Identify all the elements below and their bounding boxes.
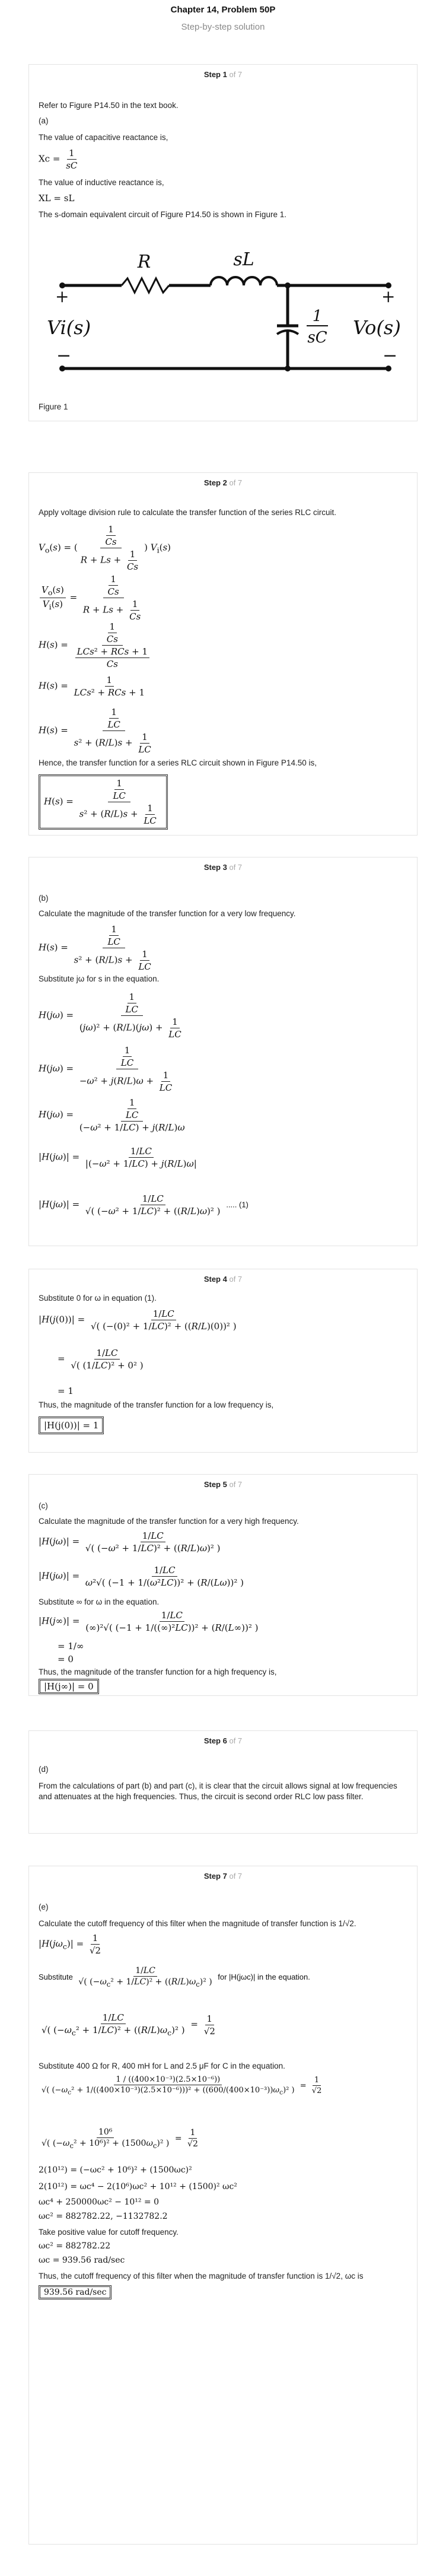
equation: $\frac{V_o(s)}{V_i(s)}$ = $\frac{1}{Cs}$ R + Ls + $\frac{1}{Cs}$ — [39, 574, 146, 622]
step-text: Thus, the magnitude of the transfer function for a high frequency is, — [39, 1667, 277, 1676]
equation: ωc⁴ + 250000ωc² − 10¹² = 0 — [39, 2197, 160, 2207]
step-text: (d) — [39, 1765, 49, 1774]
equation: H(s) = $\frac{1}{Cs}$ LCs² + RCs + 1 Cs — [39, 621, 154, 669]
equation: = 0 — [58, 1654, 74, 1665]
boxed-result: H(s) = $\frac{1}{LC}$ s² + (R/L)s + $\frac{1}{LC}$ — [39, 774, 168, 830]
figure-caption: Figure 1 — [39, 402, 68, 411]
equation: H(jω) = $\frac{1}{LC}$ −ω² + j(R/L)ω + $\frac{1}{LC}$ — [39, 1045, 173, 1093]
equation: ωc² = 882782.22, −1132782.2 — [39, 2212, 168, 2221]
step-text: (c) — [39, 1501, 48, 1510]
step-text: The value of inductive reactance is, — [39, 178, 164, 187]
equation: |H(jω)| = $\frac{1/LC}{\text{|(−ω² + 1/LC) + j(R/L)ω|}}$ — [39, 1146, 197, 1169]
minus-sign: − — [383, 345, 398, 366]
step-text: Refer to Figure P14.50 in the text book. — [39, 101, 179, 110]
page-title: Chapter 14, Problem 50P — [170, 5, 276, 15]
step-text: The s-domain equivalent circuit of Figure P14.50 is shown in Figure 1. — [39, 210, 286, 219]
step-text: Apply voltage division rule to calculate the transfer function of the series RLC circuit. — [39, 508, 336, 517]
page-subtitle: Step-by-step solution — [181, 22, 265, 32]
equation: |H(j∞)| = $\frac{1/LC}{\text{(∞)²√( (−1 + 1/((∞)²LC))² + (R/(L∞))² )}}$ — [39, 1610, 259, 1633]
cap-num: 1 — [312, 307, 323, 325]
step-card-2 — [28, 472, 418, 836]
equation: $|H(j\omega_c)|$ = $\frac{1}{√2}$ — [39, 1933, 101, 1956]
equation: = 1 — [58, 1386, 74, 1396]
step-header: Step 6 of 7 — [203, 1736, 243, 1745]
boxed-result: |H(j∞)| = 0 — [39, 1679, 99, 1694]
step-text: (b) — [39, 894, 49, 903]
step-text: Substitute 0 for ω in equation (1). — [39, 1294, 157, 1303]
equation: |H(jω)| = $\frac{1/LC}{\text{√( (−ω² + 1/LC)² + ((R/L)ω)² )}}$ ..... (1) — [39, 1193, 249, 1216]
equation: ωc = 939.56 rad/sec — [39, 2256, 125, 2265]
resistor-label: R — [137, 252, 151, 272]
step-text: (a) — [39, 116, 49, 125]
cap-den: sC — [307, 329, 327, 347]
inductor-label: sL — [233, 249, 254, 270]
equation: = $\frac{1/LC}{\text{√( (1/LC)² + 0² )}}$ — [58, 1348, 144, 1371]
circuit-diagram — [39, 226, 406, 392]
equation: |H(jω)| = $\frac{1/LC}{\text{√( (−ω² + 1/LC)² + ((R/L)ω)² )}}$ — [39, 1530, 221, 1554]
step-header: Step 4 of 7 — [203, 1275, 243, 1284]
step-text: Thus, the cutoff frequency of this filter when the magnitude of transfer function is 1/√2, ωc is — [39, 2272, 364, 2280]
step-text: Substitute ∞ for ω in the equation. — [39, 1597, 160, 1606]
minus-sign: − — [56, 345, 72, 366]
equation: Xc = $\frac{1}{sC}$ — [39, 148, 78, 171]
step-text: Thus, the magnitude of the transfer function for a low frequency is, — [39, 1400, 274, 1409]
equation: H(s) = $\frac{1}{LC}$ s² + (R/L)s + $\frac{1}{LC}$ — [39, 924, 151, 972]
equation: $\frac{1/LC}{√( (-\omega_c^2 + 1/LC)^2 + ((R/L)\omega_c)^2 )}$ = $\frac{1}{√2}$ — [42, 2012, 215, 2037]
plus-sign: + — [381, 287, 396, 306]
equation: H(jω) = $\frac{1}{LC}$ (jω)² + (R/L)(jω) + $\frac{1}{LC}$ — [39, 992, 181, 1040]
equation: Substitute $\frac{1/LC}{√( (-\omega_c^2 + 1/LC)^2 + ((R/L)\omega_c)^2 )}$ for |H(jωc)| in the equation. — [39, 1966, 310, 1989]
vout-label: Vo(s) — [353, 316, 401, 339]
equation: |H(jω)| = $\frac{1/LC}{\text{ω²√( (−1 + 1/(ω²LC))² + (R/(Lω))² )}}$ — [39, 1565, 244, 1588]
step-text: Substitute jω for s in the equation. — [39, 974, 160, 983]
equation: 2(10¹²) = (−ωc² + 10⁶)² + (1500ωc)² — [39, 2165, 192, 2175]
step-header: Step 2 of 7 — [203, 478, 243, 487]
equation: 2(10¹²) = ωc⁴ − 2(10⁶)ωc² + 10¹² + (1500)² ωc² — [39, 2182, 237, 2191]
step-card-7 — [28, 1866, 418, 2545]
equation: $V_o(s)$ = ( $\frac{1}{Cs}$ R + Ls + $\frac{1}{Cs}$ ) $V_i(s)$ — [39, 524, 171, 572]
step-card-1 — [28, 64, 418, 421]
equation: $\frac{\text{10⁶}}{√( (-\omega_c^2 + 10^6)^2 + (1500\omega_c)^2 )}$ = $\frac{1}{√2}$ — [42, 2127, 198, 2150]
step-text: From the calculations of part (b) and part (c), it is clear that the circuit allows signal at low frequencies and attenuates at the high frequencies. Thus, the circuit is second order RLC low pass filter. — [39, 1781, 397, 1801]
vin-label: Vi(s) — [47, 316, 91, 339]
step-card-3 — [28, 857, 418, 1246]
step-header: Step 7 of 7 — [203, 1872, 243, 1881]
boxed-result: |H(j(0))| = 1 — [39, 1416, 104, 1434]
step-text: Take positive value for cutoff frequency. — [39, 2228, 179, 2237]
step-card-6 — [28, 1730, 418, 1834]
step-text: (e) — [39, 1902, 49, 1911]
plus-sign: + — [55, 287, 69, 306]
equation: H(s) = 1 LCs² + RCs + 1 — [39, 675, 145, 698]
equation: H(s) = $\frac{1}{LC}$ s² + (R/L)s + $\frac{1}{LC}$ — [39, 707, 151, 755]
equation: |H(j(0))| = $\frac{1/LC}{\text{√( (−(0)² + 1/LC)² + ((R/L)(0))² )}}$ — [39, 1308, 237, 1332]
equation: 1 / ((400×10⁻³)(2.5×10⁻⁶)) √( $(-\omega_c^2 + 1/((400\times 10^{-3})(2.5\times 10^{-6})))^2 + ((600/(400\times 10^{-3}))\omega_c)^2$ ) = $\frac{1}{√2}$ — [42, 2075, 322, 2097]
step-card-4 — [28, 1269, 418, 1453]
equation: XL = sL — [39, 193, 75, 204]
equation: = 1/∞ — [58, 1641, 84, 1651]
boxed-result: 939.56 rad/sec — [39, 2285, 112, 2299]
step-text: The value of capacitive reactance is, — [39, 133, 168, 142]
step-header: Step 5 of 7 — [203, 1480, 243, 1489]
step-text: Calculate the cutoff frequency of this filter when the magnitude of transfer function is 1/√2. — [39, 1919, 356, 1928]
step-text: Calculate the magnitude of the transfer function for a very high frequency. — [39, 1517, 299, 1526]
equation: ωc² = 882782.22 — [39, 2241, 111, 2251]
step-card-5 — [28, 1474, 418, 1696]
step-text: Hence, the transfer function for a series RLC circuit shown in Figure P14.50 is, — [39, 758, 317, 767]
step-text: Substitute 400 Ω for R, 400 mH for L and 2.5 μF for C in the equation. — [39, 2062, 285, 2070]
step-text: Calculate the magnitude of the transfer function for a very low frequency. — [39, 909, 296, 918]
step-header: Step 3 of 7 — [203, 863, 243, 872]
step-header: Step 1 of 7 — [203, 70, 243, 79]
equation: H(jω) = $\frac{\frac{1}{LC}}{\text{(−ω² + 1/LC) + j(R/L)ω}}$ — [39, 1097, 185, 1133]
